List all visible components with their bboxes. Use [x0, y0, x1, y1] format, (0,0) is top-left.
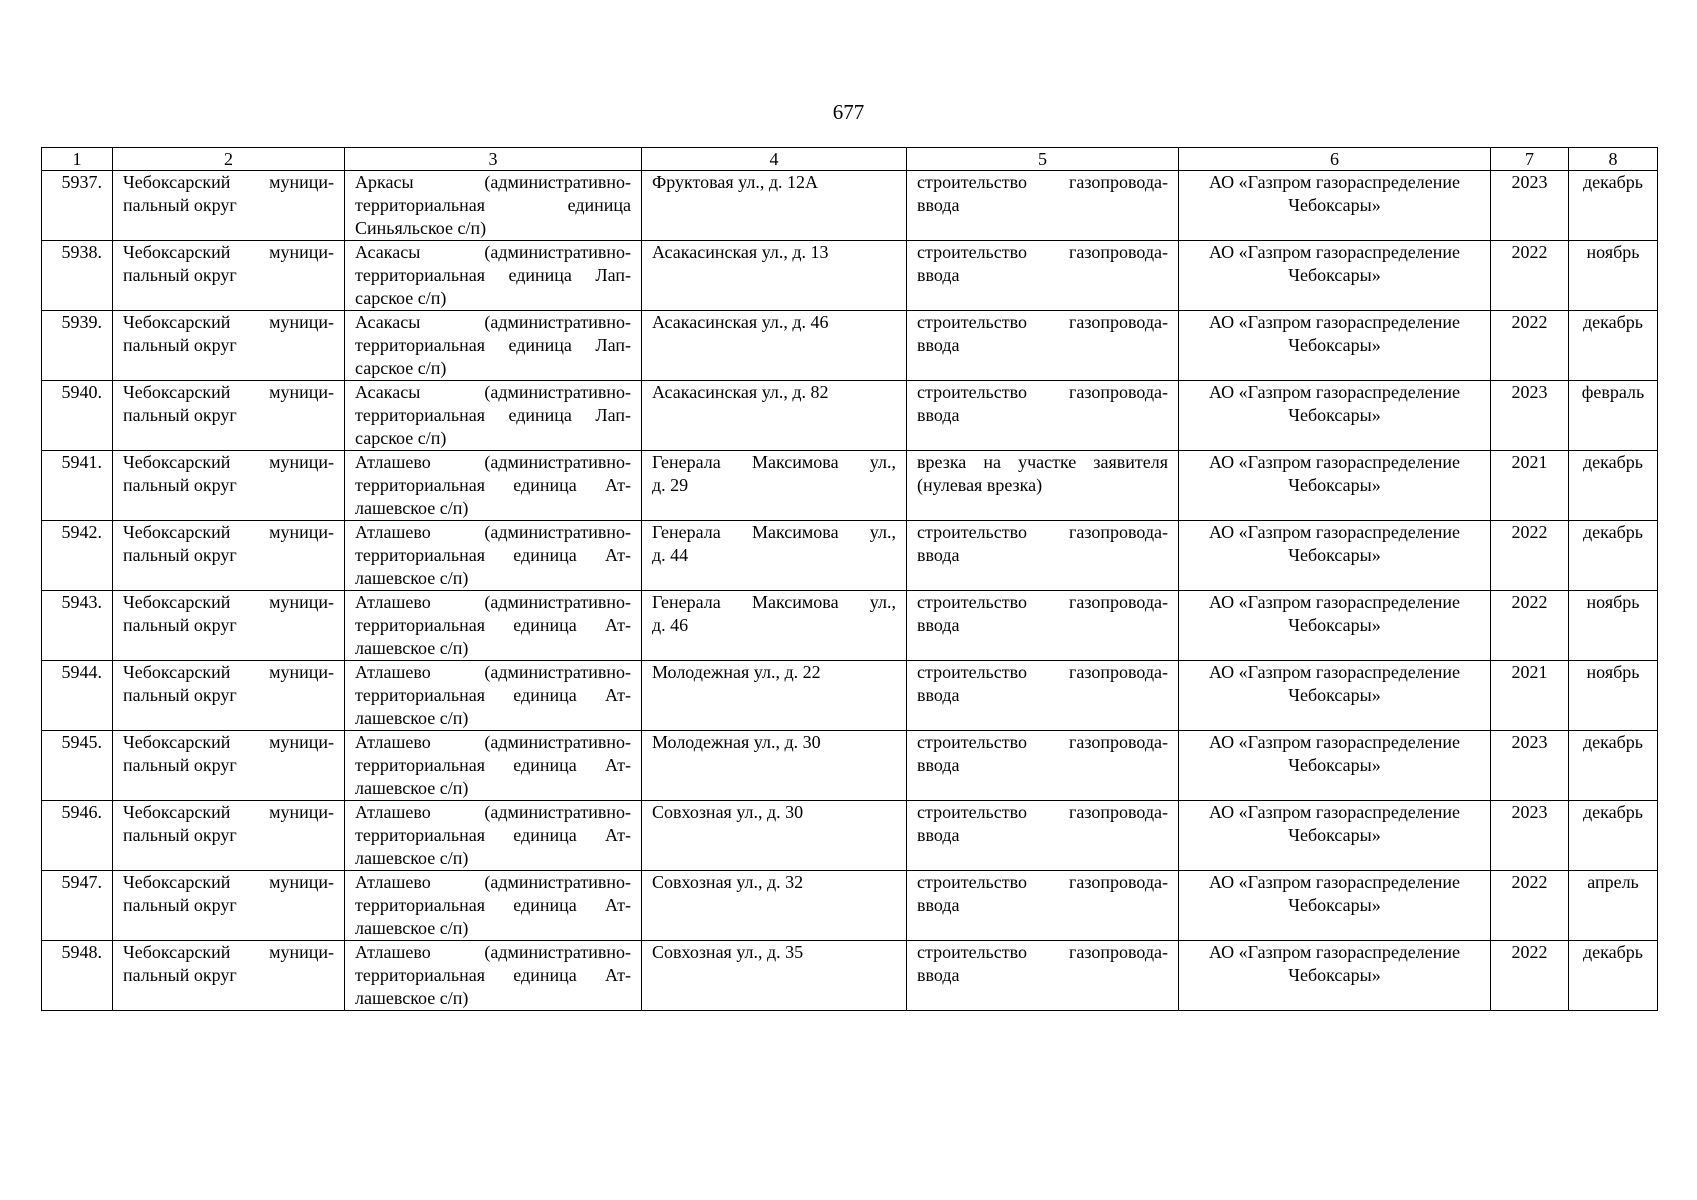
settlement-cell — [345, 381, 642, 451]
organization-cell-line: АО «Газпром газораспределение — [1209, 452, 1460, 472]
month-cell: декабрь — [1569, 521, 1658, 591]
work-type-cell-line: строительство газопровода- — [917, 592, 1168, 612]
district-cell-line: пальный округ — [123, 685, 237, 705]
column-header: 1 — [42, 148, 113, 171]
work-type-cell-line: ввода — [917, 825, 960, 845]
organization-cell — [1179, 521, 1491, 591]
month-cell: апрель — [1569, 871, 1658, 941]
district-cell — [113, 381, 345, 451]
month-cell: декабрь — [1569, 941, 1658, 1011]
address-cell-line: Молодежная ул., д. 30 — [652, 732, 821, 752]
table-body — [42, 171, 1658, 1011]
work-type-cell-line: строительство газопровода- — [917, 382, 1168, 402]
work-type-cell — [907, 171, 1179, 241]
month-cell: ноябрь — [1569, 591, 1658, 661]
address-cell — [642, 521, 907, 591]
settlement-cell — [345, 941, 642, 1011]
year-cell: 2021 — [1491, 661, 1569, 731]
organization-cell-line: Чебоксары» — [1288, 685, 1381, 705]
settlement-cell — [345, 801, 642, 871]
organization-cell — [1179, 381, 1491, 451]
address-cell — [642, 801, 907, 871]
table-row — [42, 171, 1658, 241]
settlement-cell-line: территориальная единица Ат- — [355, 615, 631, 635]
column-header: 3 — [345, 148, 642, 171]
column-header: 6 — [1179, 148, 1491, 171]
organization-cell-line: Чебоксары» — [1288, 405, 1381, 425]
address-cell-line: Фруктовая ул., д. 12А — [652, 172, 818, 192]
work-type-cell-line: строительство газопровода- — [917, 872, 1168, 892]
row-number: 5941. — [42, 451, 113, 521]
address-cell — [642, 241, 907, 311]
settlement-cell-line: территориальная единица Ат- — [355, 755, 631, 775]
work-type-cell-line: (нулевая врезка) — [917, 475, 1043, 495]
row-number: 5947. — [42, 871, 113, 941]
organization-cell-line: Чебоксары» — [1288, 475, 1381, 495]
settlement-cell-line: Атлашево (административно- — [355, 662, 631, 682]
district-cell-line: пальный округ — [123, 615, 237, 635]
work-type-cell — [907, 871, 1179, 941]
work-type-cell-line: ввода — [917, 895, 960, 915]
address-cell-line: д. 46 — [652, 615, 689, 635]
settlement-cell-line: Асакасы (административно- — [355, 312, 631, 332]
row-number: 5938. — [42, 241, 113, 311]
year-cell: 2022 — [1491, 241, 1569, 311]
address-cell-line: д. 44 — [652, 545, 689, 565]
year-cell: 2023 — [1491, 801, 1569, 871]
organization-cell-line: АО «Газпром газораспределение — [1209, 382, 1460, 402]
column-header: 5 — [907, 148, 1179, 171]
table-row — [42, 591, 1658, 661]
organization-cell — [1179, 941, 1491, 1011]
settlement-cell-line: лашевское с/п) — [355, 918, 469, 938]
address-cell — [642, 871, 907, 941]
district-cell-line: пальный округ — [123, 895, 237, 915]
year-cell: 2022 — [1491, 591, 1569, 661]
work-type-cell-line: ввода — [917, 755, 960, 775]
row-number: 5943. — [42, 591, 113, 661]
district-cell-line: пальный округ — [123, 195, 237, 215]
settlement-cell — [345, 521, 642, 591]
row-number: 5939. — [42, 311, 113, 381]
organization-cell-line: АО «Газпром газораспределение — [1209, 242, 1460, 262]
district-cell-line: Чебоксарский муници- — [123, 242, 334, 262]
row-number: 5944. — [42, 661, 113, 731]
district-cell — [113, 591, 345, 661]
table-row — [42, 941, 1658, 1011]
district-cell-line: пальный округ — [123, 965, 237, 985]
settlement-cell — [345, 661, 642, 731]
work-type-cell — [907, 591, 1179, 661]
organization-cell-line: АО «Газпром газораспределение — [1209, 592, 1460, 612]
district-cell-line: Чебоксарский муници- — [123, 732, 334, 752]
address-cell — [642, 731, 907, 801]
settlement-cell — [345, 731, 642, 801]
year-cell: 2021 — [1491, 451, 1569, 521]
gasification-table — [41, 147, 1658, 1011]
row-number: 5940. — [42, 381, 113, 451]
organization-cell-line: АО «Газпром газораспределение — [1209, 942, 1460, 962]
row-number: 5937. — [42, 171, 113, 241]
work-type-cell-line: строительство газопровода- — [917, 242, 1168, 262]
district-cell-line: пальный округ — [123, 335, 237, 355]
row-number: 5942. — [42, 521, 113, 591]
year-cell: 2023 — [1491, 381, 1569, 451]
district-cell — [113, 941, 345, 1011]
work-type-cell-line: строительство газопровода- — [917, 522, 1168, 542]
organization-cell — [1179, 661, 1491, 731]
district-cell-line: Чебоксарский муници- — [123, 522, 334, 542]
row-number: 5946. — [42, 801, 113, 871]
address-cell — [642, 661, 907, 731]
row-number: 5945. — [42, 731, 113, 801]
settlement-cell-line: лашевское с/п) — [355, 638, 469, 658]
organization-cell-line: АО «Газпром газораспределение — [1209, 522, 1460, 542]
work-type-cell-line: ввода — [917, 195, 960, 215]
settlement-cell-line: территориальная единица — [355, 195, 631, 215]
work-type-cell-line: строительство газопровода- — [917, 312, 1168, 332]
district-cell — [113, 171, 345, 241]
work-type-cell — [907, 661, 1179, 731]
table-row — [42, 801, 1658, 871]
district-cell — [113, 241, 345, 311]
work-type-cell — [907, 311, 1179, 381]
district-cell-line: пальный округ — [123, 265, 237, 285]
work-type-cell-line: строительство газопровода- — [917, 662, 1168, 682]
work-type-cell-line: строительство газопровода- — [917, 732, 1168, 752]
settlement-cell-line: Аркасы (административно- — [355, 172, 631, 192]
settlement-cell-line: Атлашево (административно- — [355, 872, 631, 892]
table-row — [42, 381, 1658, 451]
address-cell-line: Генерала Максимова ул., — [652, 452, 896, 472]
settlement-cell-line: Атлашево (административно- — [355, 592, 631, 612]
year-cell: 2022 — [1491, 521, 1569, 591]
settlement-cell — [345, 451, 642, 521]
year-cell: 2022 — [1491, 871, 1569, 941]
work-type-cell — [907, 521, 1179, 591]
settlement-cell — [345, 591, 642, 661]
organization-cell-line: АО «Газпром газораспределение — [1209, 172, 1460, 192]
district-cell-line: пальный округ — [123, 825, 237, 845]
work-type-cell-line: ввода — [917, 265, 960, 285]
settlement-cell-line: сарское с/п) — [355, 428, 447, 448]
organization-cell-line: Чебоксары» — [1288, 195, 1381, 215]
organization-cell — [1179, 591, 1491, 661]
district-cell-line: Чебоксарский муници- — [123, 452, 334, 472]
address-cell-line: Асакасинская ул., д. 13 — [652, 242, 829, 262]
organization-cell-line: АО «Газпром газораспределение — [1209, 802, 1460, 822]
district-cell — [113, 871, 345, 941]
month-cell: декабрь — [1569, 451, 1658, 521]
settlement-cell-line: Атлашево (административно- — [355, 942, 631, 962]
settlement-cell-line: Асакасы (административно- — [355, 382, 631, 402]
settlement-cell — [345, 311, 642, 381]
settlement-cell-line: Синьяльское с/п) — [355, 218, 487, 238]
organization-cell-line: Чебоксары» — [1288, 755, 1381, 775]
organization-cell-line: Чебоксары» — [1288, 335, 1381, 355]
organization-cell-line: АО «Газпром газораспределение — [1209, 872, 1460, 892]
settlement-cell-line: территориальная единица Ат- — [355, 895, 631, 915]
settlement-cell-line: территориальная единица Лап- — [355, 405, 631, 425]
settlement-cell-line: лашевское с/п) — [355, 988, 469, 1008]
district-cell — [113, 311, 345, 381]
organization-cell-line: Чебоксары» — [1288, 265, 1381, 285]
address-cell-line: Молодежная ул., д. 22 — [652, 662, 821, 682]
district-cell-line: пальный округ — [123, 755, 237, 775]
work-type-cell-line: строительство газопровода- — [917, 172, 1168, 192]
address-cell — [642, 171, 907, 241]
organization-cell-line: Чебоксары» — [1288, 615, 1381, 635]
column-header: 8 — [1569, 148, 1658, 171]
organization-cell — [1179, 731, 1491, 801]
settlement-cell — [345, 241, 642, 311]
column-header: 7 — [1491, 148, 1569, 171]
address-cell-line: Генерала Максимова ул., — [652, 592, 896, 612]
month-cell: ноябрь — [1569, 661, 1658, 731]
settlement-cell-line: территориальная единица Ат- — [355, 545, 631, 565]
address-cell — [642, 451, 907, 521]
table-row — [42, 521, 1658, 591]
address-cell-line: д. 29 — [652, 475, 689, 495]
settlement-cell-line: лашевское с/п) — [355, 848, 469, 868]
address-cell — [642, 941, 907, 1011]
district-cell-line: Чебоксарский муници- — [123, 312, 334, 332]
work-type-cell-line: ввода — [917, 405, 960, 425]
page-number: 677 — [832, 100, 865, 124]
year-cell: 2023 — [1491, 731, 1569, 801]
work-type-cell-line: ввода — [917, 615, 960, 635]
organization-cell-line: АО «Газпром газораспределение — [1209, 662, 1460, 682]
address-cell-line: Совхозная ул., д. 32 — [652, 872, 804, 892]
table-row — [42, 311, 1658, 381]
settlement-cell-line: Атлашево (административно- — [355, 732, 631, 752]
column-number-header-row — [42, 148, 1658, 171]
settlement-cell-line: Асакасы (административно- — [355, 242, 631, 262]
work-type-cell-line: строительство газопровода- — [917, 942, 1168, 962]
settlement-cell-line: лашевское с/п) — [355, 498, 469, 518]
settlement-cell-line: Атлашево (административно- — [355, 802, 631, 822]
settlement-cell-line: территориальная единица Лап- — [355, 335, 631, 355]
organization-cell-line: Чебоксары» — [1288, 965, 1381, 985]
address-cell-line: Генерала Максимова ул., — [652, 522, 896, 542]
settlement-cell-line: сарское с/п) — [355, 288, 447, 308]
district-cell-line: Чебоксарский муници- — [123, 872, 334, 892]
table-row — [42, 871, 1658, 941]
settlement-cell-line: лашевское с/п) — [355, 778, 469, 798]
district-cell — [113, 451, 345, 521]
work-type-cell-line: врезка на участке заявителя — [917, 452, 1168, 472]
month-cell: ноябрь — [1569, 241, 1658, 311]
year-cell: 2022 — [1491, 311, 1569, 381]
work-type-cell-line: ввода — [917, 965, 960, 985]
settlement-cell-line: территориальная единица Ат- — [355, 685, 631, 705]
column-header: 2 — [113, 148, 345, 171]
organization-cell — [1179, 451, 1491, 521]
month-cell: декабрь — [1569, 311, 1658, 381]
address-cell-line: Асакасинская ул., д. 82 — [652, 382, 829, 402]
column-header: 4 — [642, 148, 907, 171]
work-type-cell-line: ввода — [917, 545, 960, 565]
organization-cell — [1179, 871, 1491, 941]
work-type-cell — [907, 941, 1179, 1011]
district-cell — [113, 521, 345, 591]
district-cell-line: Чебоксарский муници- — [123, 662, 334, 682]
table-row — [42, 241, 1658, 311]
settlement-cell-line: территориальная единица Лап- — [355, 265, 631, 285]
address-cell-line: Совхозная ул., д. 30 — [652, 802, 804, 822]
settlement-cell — [345, 871, 642, 941]
year-cell: 2023 — [1491, 171, 1569, 241]
work-type-cell — [907, 731, 1179, 801]
organization-cell-line: Чебоксары» — [1288, 825, 1381, 845]
work-type-cell-line: строительство газопровода- — [917, 802, 1168, 822]
organization-cell — [1179, 311, 1491, 381]
month-cell: февраль — [1569, 381, 1658, 451]
settlement-cell-line: Атлашево (административно- — [355, 522, 631, 542]
row-number: 5948. — [42, 941, 113, 1011]
district-cell-line: Чебоксарский муници- — [123, 802, 334, 822]
address-cell-line: Асакасинская ул., д. 46 — [652, 312, 829, 332]
district-cell — [113, 801, 345, 871]
settlement-cell-line: сарское с/п) — [355, 358, 447, 378]
settlement-cell-line: территориальная единица Ат- — [355, 965, 631, 985]
district-cell-line: пальный округ — [123, 475, 237, 495]
address-cell — [642, 311, 907, 381]
district-cell-line: пальный округ — [123, 405, 237, 425]
organization-cell-line: АО «Газпром газораспределение — [1209, 732, 1460, 752]
district-cell-line: Чебоксарский муници- — [123, 382, 334, 402]
work-type-cell — [907, 801, 1179, 871]
organization-cell-line: АО «Газпром газораспределение — [1209, 312, 1460, 332]
address-cell-line: Совхозная ул., д. 35 — [652, 942, 804, 962]
settlement-cell — [345, 171, 642, 241]
organization-cell — [1179, 801, 1491, 871]
organization-cell — [1179, 171, 1491, 241]
settlement-cell-line: территориальная единица Ат- — [355, 825, 631, 845]
district-cell — [113, 661, 345, 731]
organization-cell-line: Чебоксары» — [1288, 895, 1381, 915]
organization-cell-line: Чебоксары» — [1288, 545, 1381, 565]
settlement-cell-line: лашевское с/п) — [355, 568, 469, 588]
table-row — [42, 731, 1658, 801]
district-cell-line: Чебоксарский муници- — [123, 942, 334, 962]
settlement-cell-line: Атлашево (административно- — [355, 452, 631, 472]
district-cell-line: Чебоксарский муници- — [123, 592, 334, 612]
settlement-cell-line: территориальная единица Ат- — [355, 475, 631, 495]
district-cell-line: Чебоксарский муници- — [123, 172, 334, 192]
work-type-cell-line: ввода — [917, 335, 960, 355]
year-cell: 2022 — [1491, 941, 1569, 1011]
month-cell: декабрь — [1569, 801, 1658, 871]
month-cell: декабрь — [1569, 731, 1658, 801]
address-cell — [642, 591, 907, 661]
district-cell-line: пальный округ — [123, 545, 237, 565]
table-row — [42, 451, 1658, 521]
work-type-cell — [907, 381, 1179, 451]
work-type-cell-line: ввода — [917, 685, 960, 705]
table-row — [42, 661, 1658, 731]
settlement-cell-line: лашевское с/п) — [355, 708, 469, 728]
work-type-cell — [907, 451, 1179, 521]
address-cell — [642, 381, 907, 451]
organization-cell — [1179, 241, 1491, 311]
work-type-cell — [907, 241, 1179, 311]
month-cell: декабрь — [1569, 171, 1658, 241]
district-cell — [113, 731, 345, 801]
